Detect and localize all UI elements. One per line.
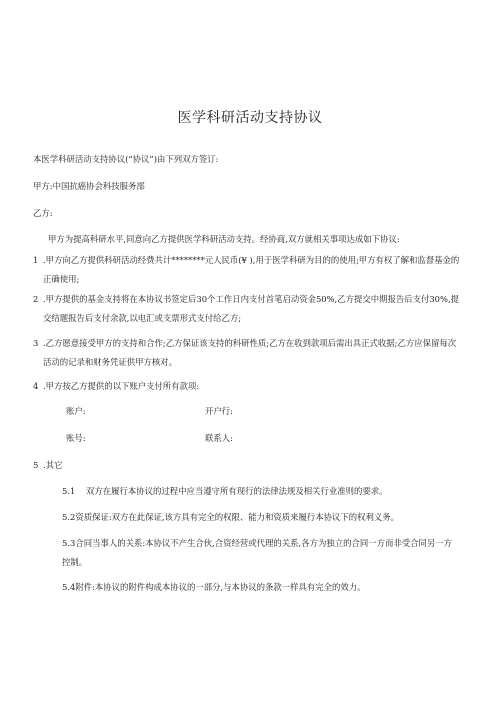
clause-text: .乙方愿意接受甲方的支持和合作;乙方保证该支持的科研性质;乙方在收到款项后需出具正式收据;乙方应保留每次活动的记录和财务凭证供甲方核对。 bbox=[43, 338, 457, 367]
preamble-text: 甲方为提高科研水平,同意向乙方提供医学科研活动支持。经协商,双方就相关事项达成如下协议: bbox=[48, 234, 400, 244]
subclause-text: 5.4附件:本协议的附件构成本协议的一部分,与本协议的条款一样具有完全的效力。 bbox=[62, 582, 366, 592]
clause-text: .其它 bbox=[43, 460, 63, 470]
clause-text: .甲方向乙方提供科研活动经费共计********元人民币(¥ ),用于医学科研为目的的使用;甲方有权了解和监督基金的正确使用; bbox=[43, 255, 460, 284]
intro-text: 本医学科研活动支持协议(“协议”)由下列双方签订: bbox=[33, 154, 219, 164]
subclause-text: 双方在履行本协议的过程中应当遵守所有现行的法律法规及相关行业准则的要求。 bbox=[86, 486, 388, 496]
subclause-text: 5.2资质保证:双方在此保证,该方具有完全的权限、能力和资质来履行本协议下的权利义务。 bbox=[62, 512, 400, 522]
bank-label: 开户行: bbox=[205, 406, 233, 416]
clause-2 bbox=[33, 290, 463, 328]
party-a: 甲方:中国抗癌协会科技服务部 bbox=[33, 181, 145, 191]
clause-text: .甲方按乙方提供的以下账户支付所有款项: bbox=[43, 381, 200, 391]
subclause-5-1 bbox=[62, 482, 457, 501]
party-b: 乙方: bbox=[33, 208, 53, 218]
subclause-5-2 bbox=[62, 508, 457, 527]
clause-text: .甲方提供的基金支持将在本协议书签定后30个工作日内支付首笔启动资金50%,乙方提交中期报告后支付30%,提交结题报告后支付余款,以电汇或支票形式支付给乙方; bbox=[43, 294, 459, 323]
document-title: 医学科研活动支持协议 bbox=[177, 110, 323, 126]
clause-number: 5 bbox=[33, 460, 39, 470]
clause-number: 1 bbox=[33, 255, 39, 265]
clause-3 bbox=[33, 334, 463, 372]
subclause-5-3 bbox=[62, 534, 457, 572]
clause-1 bbox=[33, 251, 463, 289]
subclause-text: 5.3合同当事人的关系:本协议不产生合伙,合资经营或代理的关系,各方为独立的合同一方而非受合同另一方控制。 bbox=[62, 538, 452, 567]
account-label: 账户: bbox=[66, 406, 86, 416]
clause-4 bbox=[33, 377, 463, 396]
account-number-label: 账号: bbox=[66, 433, 86, 443]
clause-number: 4 bbox=[33, 381, 39, 391]
subclause-number: 5.1 bbox=[62, 486, 76, 496]
clause-number: 3 bbox=[33, 338, 39, 348]
clause-number: 2 bbox=[33, 294, 39, 304]
clause-5 bbox=[33, 456, 463, 475]
subclause-5-4 bbox=[62, 578, 457, 597]
contact-label: 联系人: bbox=[205, 433, 233, 443]
